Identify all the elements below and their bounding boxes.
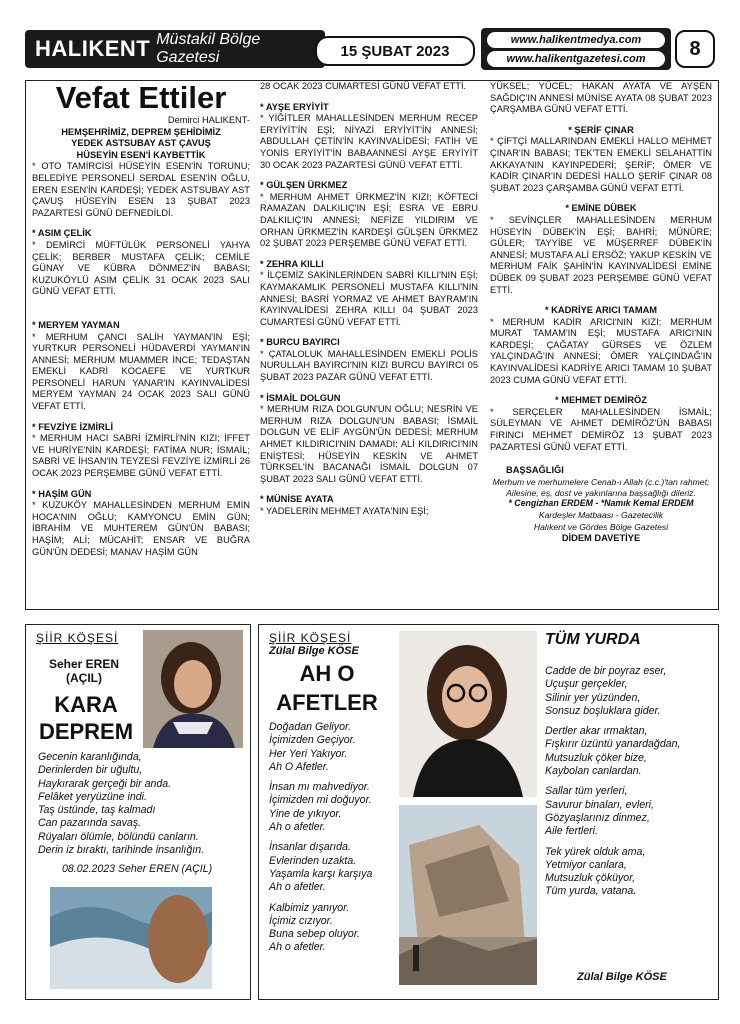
poem-line: Ah O Afetler. xyxy=(269,760,329,773)
obituary-name-heading: * MERYEM YAYMAN xyxy=(32,319,120,330)
obituary-text: * MERHUM RIZA DOLGUN'UN OĞLU; NESRİN VE MERHUM RIZA DOLGUN'UN BABASI; İSMAİL DOLGUN VE ELİF AYGÜN'ÜN DEDESİ; MERHUM AHMET KILDIRICI'NIN DAMADI; ALİ KILDIRICI'NIN ENİŞTESİ; HÜSEYİN KESKİN VE AHMET TÜRKSEL'İN BACANAĞI İSMAİL DOLGUN 07 ŞUBAT 2023 SALI GÜNÜ VEFAT ETTİ. xyxy=(260,404,478,484)
poem-line: Can pazarında savaş. xyxy=(38,817,142,830)
poem-line: Savurur binaları, evleri, xyxy=(545,798,654,811)
poem-line: Uçuşur gerçekler, xyxy=(545,678,628,691)
poem-line: Evlerinden uzakta. xyxy=(269,854,357,867)
poem-line: Mutsuzluk çöküyor, xyxy=(545,872,636,885)
obituary-name-heading: * MEHMET DEMİRÖZ xyxy=(555,395,647,406)
poem-body xyxy=(269,721,395,962)
poem-line: Tek yürek olduk ama, xyxy=(545,845,646,858)
poem-line: Silinir yer yüzünden, xyxy=(545,691,641,704)
condolence-signature: * Cengizhan ERDEM - *Namık Kemal ERDEM xyxy=(508,498,694,509)
newspaper-brand xyxy=(25,30,325,68)
obituary-text: * KUZUKÖY MAHALLESİNDEN MERHUM EMİN HOCA'NIN OĞLU; KAMYONCU EMİN GÜN; İBRAHİM VE MUHTEREM GÜN'ÜN BABASI; HAŞİM; ALİ; MÜCAHİT; ENSAR VE BUĞRA GÜN'ÜN DEDESİ; MANAV HAŞİM GÜN xyxy=(32,500,250,557)
poem-stanza xyxy=(269,902,395,955)
poem-line: Her Yeri Yakıyor. xyxy=(269,747,348,760)
poem-line: Ah o afetler. xyxy=(269,941,326,954)
obituary-text: * İLÇEMİZ SAKİNLERİNDEN SABRİ KILLI'NIN EŞİ; KAYMAKAMLIK PERSONELİ MUSTAFA KILLI'NIN ANNESİ; BASRİ YORMAZ VE AHMET BAYRAM'IN KAYINVALİDESİ ZEHRA KILLI 04 ŞUBAT 2023 CUMARTESİ GÜNÜ VEFAT ETTİ. xyxy=(260,270,478,327)
obituary-name-heading: * GÜLŞEN ÜRKMEZ xyxy=(260,180,348,191)
obituary-text: * ÇATALOLUK MAHALLESİNDEN EMEKLİ POLİS NURULLAH BAYIRCI'NIN KIZI BURCU BAYIRCI 05 ŞUBAT 2023 PAZAR GÜNÜ VEFAT ETTİ. xyxy=(260,348,478,383)
poem-stanza xyxy=(269,781,395,834)
poem-box-kara-deprem xyxy=(25,624,251,1000)
obituary-text: YÜKSEL; YÜCEL; HAKAN AYATA VE AYŞEN SAĞDIÇ'IN ANNESİ MÜNİSE AYATA 08 ŞUBAT 2023 ÇARŞAMBA GÜNÜ VEFAT ETTİ. xyxy=(490,81,712,115)
obituary-name-heading: * FEVZİYE İZMİRLİ xyxy=(32,421,114,432)
poem-stanza xyxy=(545,785,715,838)
page-number: 8 xyxy=(675,30,715,68)
poem-line: Yaşamla karşı karşıya xyxy=(269,867,373,880)
poem-body xyxy=(38,751,248,857)
obituary-name-heading: * AYŞE ERYİYİT xyxy=(260,101,329,112)
poem-stanza xyxy=(269,721,395,774)
condolence-signature: Halıkent ve Gördes Bölge Gazetesi xyxy=(533,521,669,532)
poem-line: Kalbimiz yanıyor. xyxy=(269,901,350,914)
poem-line: Yine de yıkıyor. xyxy=(269,807,342,820)
poem-line: Mutsuzluk çöker bize, xyxy=(545,751,647,764)
condolence-text: Merhum ve merhumelere Cenab-ı Allah (c.c.)'tan rahmet; Ailesine, eş, dost ve yakınlarına başsağlığı dileriz. xyxy=(492,476,710,498)
poem-line: Buna sebep oluyor. xyxy=(269,928,360,941)
poem-line: Ah o afetler. xyxy=(269,821,326,834)
obituary-name-heading: * ASIM ÇELİK xyxy=(32,228,92,239)
brand-subtitle: Müstakil Bölge Gazetesi xyxy=(156,31,261,66)
obituary-column-2 xyxy=(260,81,478,518)
obituary-text: DİDEM DAVETİYE xyxy=(561,533,641,544)
obituary-text: 28 OCAK 2023 CUMARTESİ GÜNÜ VEFAT ETTİ. xyxy=(260,81,467,91)
masthead xyxy=(25,28,719,72)
obituary-text: * MERHUM KADİR ARICI'NIN KIZI; MERHUM MURAT TAMAM'IN EŞİ; MUSTAFA ARICI'NIN KARDEŞİ; ÇAĞATAY GÜRSES VE ÖZLEM YALÇINDAĞ'IN ANNESİ; ÖMER YALÇINDAĞ'IN KAYINVALİDESİ KADRİYE ARICI TAMAM 10 ŞUBAT 2023 CUMA GÜNÜ VEFAT ETTİ. xyxy=(490,316,712,385)
author-photo xyxy=(399,631,537,797)
earthquake-rubble-photo xyxy=(399,805,537,985)
sea-photo xyxy=(50,887,212,989)
sea-photo-illustration xyxy=(50,887,212,989)
poem-line: Doğadan Geliyor. xyxy=(269,721,352,733)
poem-line: Fışkırır üzüntü yanardağdan, xyxy=(545,738,681,751)
poem-title-line-2: AFETLER xyxy=(276,690,378,715)
issue-date: 15 ŞUBAT 2023 xyxy=(315,36,475,66)
obituary-title: Vefat Ettiler xyxy=(55,80,227,115)
poem-signature: 08.02.2023 Seher EREN (AÇIL) xyxy=(62,863,213,875)
poem-line: Taş üstünde, taş kalmadı xyxy=(38,804,156,817)
obituary-text: HEMŞEHRİMİZ, DEPREM ŞEHİDİMİZ xyxy=(61,126,221,137)
poem-line: İçimizden Geçiyor. xyxy=(269,734,356,747)
obituary-text: * MERHUM ÇANCI SALİH YAYMAN'IN EŞİ; YURTKUR PERSONELİ HÜDAVERDİ YAYMAN'IN ANNESİ; MERHUM MUAMMER İNCE; TEDAŞTAN EMEKLİ KADRİ KOCAEFE VE YURTKUR PERSONELİ HARUN YANAR'IN KAYINVALİDESİ MERYEM YAYMAN 24 OCAK 2023 SALI GÜNÜ VEFAT ETTİ. xyxy=(32,331,250,412)
poem-line: İçimiz cızıyor. xyxy=(269,914,333,927)
poem-title-2: TÜM YURDA xyxy=(545,631,641,648)
poem-line: İçimizden mi doğuyor. xyxy=(269,794,372,807)
poem-line: Cadde de bir poyraz eser, xyxy=(545,665,667,677)
poem-line: Sonsuz boşluklara gider. xyxy=(545,704,661,717)
poem-line: Derinlerden bir uğultu, xyxy=(38,764,143,777)
poem-box-ah-o-afetler xyxy=(258,624,719,1000)
poem-author-alias: (AÇIL) xyxy=(66,671,102,685)
obituary-text: * OTO TAMİRCİSİ HÜSEYİN ESEN'İN TORUNU; BELEDİYE PERSONELİ SERDAL ESEN'İN OĞLU, EREN ESEN'İN KARDEŞİ; YEDEK ASTSUBAY AST ÇAVUŞ HÜSEYİN ESEN 13 ŞUBAT 2023 PAZARTESİ GÜNÜ DEFNEDİLDİ. xyxy=(32,161,250,218)
poem-line: Felâket yeryüzüne indi. xyxy=(38,790,147,803)
poem-line: Dertler akar ırmaktan, xyxy=(545,725,648,738)
author-photo-illustration xyxy=(399,631,537,797)
obituary-text: * YİĞİTLER MAHALLESİNDEN MERHUM RECEP ERYİYİT'İN EŞİ; NİYAZİ ERYİYİT'İN ANNESİ; ABDULLAH ÇETİN'İN KAYINVALİDESİ; FATİH VE YONİS ERYİYİT'İN BABAANNESİ AYŞE ERYİYİT 30 OCAK 2023 PAZARTESİ GÜNÜ VEFAT ETTİ. xyxy=(260,113,478,170)
poem-line: İnsan mı mahvediyor. xyxy=(269,781,370,794)
poem-author xyxy=(34,657,134,685)
obituary-name-heading: * KADRİYE ARICI TAMAM xyxy=(544,305,658,316)
obituary-name-heading: * EMİNE DÜBEK xyxy=(565,203,637,214)
website-box xyxy=(481,28,671,70)
obituary-text: * SERÇELER MAHALLESİNDEN İSMAİL; SÜLEYMAN VE AHMET DEMİRÖZ'ÜN BABASI FIRINCI MEHMET DEMİRÖZ 13 ŞUBAT 2023 PAZARTESİ GÜNÜ VEFAT ETTİ. xyxy=(490,406,712,452)
obituary-text: * MERHUM HACI SABRİ İZMİRLİ'NİN KIZI; İFFET VE HURİYE'NİN KARDEŞİ; FATİMA NUR; İSMAİL; SABRİ VE İHSAN'IN TEYZESİ FEVZİYE İZMİRLİ 26 OCAK 2023 PERŞEMBE GÜNÜ VEFAT ETTİ. xyxy=(32,433,250,479)
obituary-text: * ÇİFTÇİ MALLARINDAN EMEKLİ HALLO MEHMET ÇINAR'IN BABASI; TEK'TEN EMEKLİ SELAHATTİN AKKAYA'NIN KAYINPEDERİ; ŞERİF; ÖMER VE KADİR ÇINAR'IN DEDESİ HALLO ŞERİF ÇINAR 08 ŞUBAT 2023 ÇARŞAMBA GÜNÜ VEFAT ETTİ. xyxy=(490,136,712,193)
poem-line: İnsanlar dışarıda. xyxy=(269,841,351,854)
poem-line: Haykırarak gerçeği bir anda. xyxy=(38,777,172,790)
poem-stanza xyxy=(545,725,715,778)
obituary-name-heading: * BURCU BAYIRCI xyxy=(260,337,340,348)
obituary-text: YEDEK ASTSUBAY AST ÇAVUŞ xyxy=(71,138,211,149)
earthquake-rubble-illustration xyxy=(399,805,537,985)
poem-line: Tüm yurda, vatana. xyxy=(545,885,637,898)
poem-author: Zülal Bilge KÖSE xyxy=(269,645,359,657)
obituary-text: Demirci HALIKENT- xyxy=(167,115,250,125)
author-photo xyxy=(143,630,243,748)
obituary-name-heading: * ZEHRA KILLI xyxy=(260,258,324,269)
poem-line: Ah o afetler. xyxy=(269,881,326,894)
poem-line: Derin iz bıraktı, tarihinde insanlığın. xyxy=(38,844,205,857)
obituary-name-heading: * İSMAİL DOLGUN xyxy=(260,392,341,403)
condolence-signature: Kardeşler Matbaası - Gazetecilik xyxy=(538,510,664,520)
obituary-column-1 xyxy=(32,81,250,558)
obituary-text: HÜSEYİN ESEN'İ KAYBETTİK xyxy=(76,149,206,160)
website-link-1[interactable]: www.halikentmedya.com xyxy=(487,32,665,48)
obituary-text: * SEVİNÇLER MAHALLESİNDEN MERHUM HÜSEYİN DÜBEK'İN EŞİ; BAHRİ; MÜNÜRE; GÜLER; TAYYİBE VE MÜŞERREF DÜBEK'İN ANNESİ; MUSTAFA ALİ ERSÖZ; YAKUP KESKİN VE MERHUM FAİK ŞAHİN'İN KAYINVALİDESİ EMİNE DÜBEK 09 ŞUBAT 2023 PERŞEMBE GÜNÜ VEFAT ETTİ. xyxy=(490,214,712,295)
poem-line: Aile fertleri. xyxy=(545,825,598,838)
obituary-name-heading: * MÜNİSE AYATA xyxy=(260,494,334,505)
poem-title xyxy=(30,691,142,745)
obituary-name-heading: * HAŞİM GÜN xyxy=(32,488,92,499)
brand-name: HALIKENT xyxy=(35,36,151,61)
poem-author-name: Seher EREN xyxy=(48,657,120,671)
poem-line: Gözyaşlarınız dinmez, xyxy=(545,811,650,824)
poem-line: Yetmiyor canlara, xyxy=(545,858,627,871)
author-photo-illustration xyxy=(143,630,243,748)
poem-line: Kaybolan canlardan. xyxy=(545,765,642,778)
poem-stanza xyxy=(545,665,715,718)
poem-line: Sallar tüm yerleri, xyxy=(545,785,628,798)
poem-corner-label: ŞİİR KÖŞESİ xyxy=(269,631,352,645)
poem-body-2 xyxy=(545,665,715,906)
poem-title-line-1: AH O xyxy=(299,661,355,686)
obituary-text: * DEMİRCİ MÜFTÜLÜK PERSONELİ YAHYA ÇELİK; BERBER MUSTAFA ÇELİK; CEMİLE GÜNAY VE KÜBRA DÖNMEZ'İN BABASI; KUZUKÖYLÜ ASIM ÇELİK 31 OCAK 2023 SALI GÜNÜ VEFAT ETTİ. xyxy=(32,239,250,297)
obituary-text: * YADELERİN MEHMET AYATA'NIN EŞİ; xyxy=(260,506,429,516)
poem-title-line-2: DEPREM xyxy=(38,719,134,744)
poem-title xyxy=(265,659,389,717)
obituary-text: * MERHUM AHMET ÜRKMEZ'İN KIZI; KÖFTECİ RAMAZAN DALKILIÇ'IN EŞİ; ESRA VE EBRU DALKILIÇ'IN ANNESİ; NEFİZE YILDIRIM VE ORHAN ÜRKMEZ'İN KARDEŞİ GÜLŞEN ÜRKMEZ 02 ŞUBAT 2023 PERŞEMBE GÜNÜ VEFAT ETTİ. xyxy=(260,191,478,249)
poem-stanza xyxy=(545,846,715,899)
poem-stanza xyxy=(269,841,395,894)
poem-line: Gecenin karanlığında, xyxy=(38,751,142,763)
obituary-column-3 xyxy=(490,81,712,545)
poem-title-line-1: KARA xyxy=(54,692,118,717)
poem-corner-label: ŞİİR KÖŞESİ xyxy=(36,631,119,645)
poem-line: Rüyaları ölümle, bölündü canların. xyxy=(38,830,199,843)
condolence-heading: BAŞSAĞLIĞI xyxy=(506,465,564,476)
obituary-section xyxy=(25,80,719,610)
poem-signature: Zülal Bilge KÖSE xyxy=(577,971,667,983)
obituary-name-heading: * ŞERİF ÇINAR xyxy=(568,124,634,135)
website-link-2[interactable]: www.halikentgazetesi.com xyxy=(487,51,665,67)
